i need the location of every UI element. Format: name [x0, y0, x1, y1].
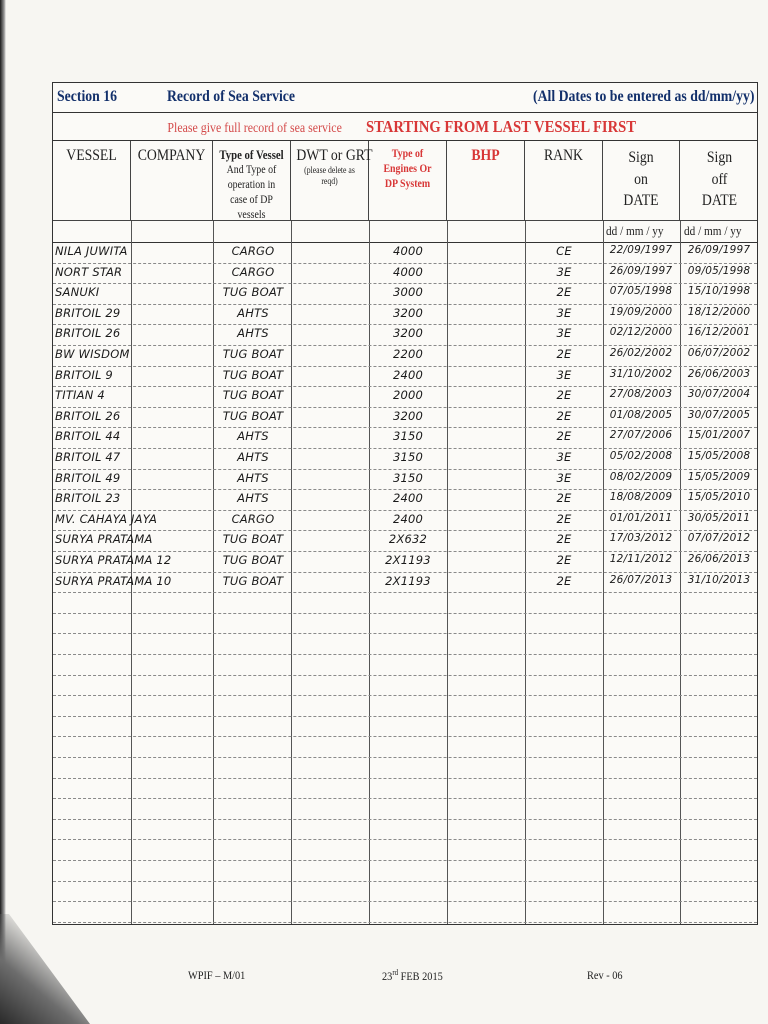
table-row: [53, 387, 757, 408]
engines-cell: 3150: [392, 470, 424, 485]
table-row: [53, 676, 757, 697]
vessel-name-cell: BRITOIL 26: [55, 326, 121, 341]
table-row: [53, 820, 757, 841]
rank-cell: 3E: [556, 470, 572, 485]
form-code: WPIF – M/01: [188, 968, 246, 982]
vessel-name-cell: SURYA PRATAMA: [55, 532, 153, 547]
date-format-note: (All Dates to be entered as dd/mm/yy): [533, 88, 755, 105]
vessel-type-cell: TUG BOAT: [222, 408, 284, 423]
rank-cell: 3E: [556, 326, 572, 341]
engines-cell: 4000: [392, 264, 424, 279]
vessel-type-cell: AHTS: [237, 491, 269, 506]
header-engines-label: Type of Engines Or DP System: [383, 148, 432, 190]
sea-service-form: [52, 82, 758, 925]
sign-on-date-cell: 17/03/2012: [609, 532, 673, 545]
engines-cell: 3200: [392, 408, 424, 423]
vessel-type-cell: AHTS: [237, 305, 269, 320]
revision-date: [382, 968, 443, 984]
sign-off-date-cell: 15/10/1998: [687, 285, 751, 298]
vessel-type-cell: CARGO: [231, 264, 275, 279]
vessel-type-cell: TUG BOAT: [222, 285, 284, 300]
table-row: [53, 470, 757, 491]
rank-cell: 2E: [556, 491, 572, 506]
section-number: Section 16: [57, 88, 118, 105]
revision-date-rest: FEB 2015: [398, 969, 443, 983]
form-title-row: [53, 83, 757, 113]
table-row: [53, 614, 757, 635]
sign-on-date-cell: 26/07/2013: [609, 573, 673, 586]
rank-cell: 2E: [556, 285, 572, 300]
sign-off-date-cell: 15/05/2010: [687, 491, 751, 504]
table-row: [53, 264, 757, 285]
vessel-type-cell: TUG BOAT: [222, 367, 284, 382]
sign-on-date-cell: 18/08/2009: [609, 491, 673, 504]
sign-off-format: dd / mm / yy: [684, 224, 742, 238]
rank-cell: 2E: [556, 532, 572, 547]
vessel-name-cell: MV. CAHAYA JAYA: [55, 511, 158, 526]
vessel-name-cell: BRITOIL 26: [55, 408, 121, 423]
sign-off-date-cell: 26/06/2003: [687, 367, 751, 380]
table-row: [53, 367, 757, 388]
header-sign-off: [680, 141, 759, 221]
revision-number: Rev - 06: [587, 968, 623, 982]
engines-cell: 2400: [392, 367, 424, 382]
vessel-name-cell: BRITOIL 49: [55, 470, 121, 485]
table-row: [53, 490, 757, 511]
rank-cell: 3E: [556, 264, 572, 279]
table-row: [53, 408, 757, 429]
header-engines: [369, 141, 447, 221]
rank-cell: CE: [556, 244, 572, 258]
rank-cell: 2E: [556, 553, 572, 567]
engines-cell: 2X1193: [385, 573, 431, 588]
sign-off-date-cell: 26/06/2013: [687, 553, 751, 565]
revision-date-suffix: rd: [392, 968, 399, 977]
header-rank-label: RANK: [544, 147, 583, 164]
sign-on-date-cell: 02/12/2000: [609, 326, 673, 339]
vessel-name-cell: TITIAN 4: [55, 388, 105, 403]
sign-on-date-cell: 12/11/2012: [609, 553, 673, 565]
sign-on-date-cell: 01/08/2005: [609, 408, 673, 421]
sign-off-date-cell: 15/05/2008: [687, 450, 751, 462]
header-rank: [525, 141, 603, 221]
table-row: [53, 737, 757, 758]
vessel-name-cell: BW WISDOM: [55, 347, 130, 361]
table-row: [53, 573, 757, 594]
table-row: [53, 243, 757, 264]
rank-cell: 2E: [556, 408, 572, 423]
vessel-name-cell: NILA JUWITA: [55, 244, 128, 258]
sign-off-date-cell: 30/07/2005: [687, 408, 751, 421]
header-company-label: COMPANY: [137, 147, 206, 164]
header-bhp-label: BHP: [471, 147, 500, 164]
header-dwt-sublabel: (please delete as reqd): [304, 164, 355, 187]
instruction-emphasis: STARTING FROM LAST VESSEL FIRST: [365, 117, 636, 136]
sign-on-date-cell: 27/08/2003: [609, 388, 673, 401]
vessel-type-cell: AHTS: [237, 450, 269, 464]
table-row: [53, 779, 757, 800]
vessel-name-cell: BRITOIL 23: [55, 491, 121, 506]
header-vessel-label: VESSEL: [66, 147, 117, 164]
vessel-type-cell: TUG BOAT: [222, 532, 284, 547]
sign-off-date-cell: 15/01/2007: [687, 429, 751, 442]
engines-cell: 3200: [392, 326, 424, 341]
sign-on-date-cell: 26/09/1997: [609, 264, 673, 277]
table-row: [53, 717, 757, 738]
sign-off-date-cell: 18/12/2000: [687, 305, 751, 318]
vessel-type-cell: CARGO: [231, 511, 275, 526]
engines-cell: 3200: [392, 305, 424, 320]
vessel-name-cell: BRITOIL 9: [55, 367, 113, 382]
rank-cell: 3E: [556, 367, 572, 382]
header-type-label: Type of Vessel: [219, 148, 284, 162]
rank-cell: 2E: [556, 347, 572, 361]
table-row: [53, 449, 757, 470]
header-type-sublabel: And Type of operation in case of DP vessels: [226, 164, 277, 222]
table-row: [53, 758, 757, 779]
sign-off-date-cell: 06/07/2002: [687, 347, 751, 359]
rank-cell: 2E: [556, 573, 572, 588]
table-row: [53, 840, 757, 861]
table-row: [53, 305, 757, 326]
header-sign-off-label: Sign off DATE: [701, 149, 738, 210]
vessel-name-cell: SURYA PRATAMA 12: [55, 553, 172, 567]
table-row: [53, 882, 757, 903]
engines-cell: 4000: [392, 244, 424, 258]
sign-on-date-cell: 05/02/2008: [609, 450, 673, 462]
table-row: [53, 552, 757, 573]
date-format-row: [53, 221, 757, 243]
rank-cell: 2E: [556, 511, 572, 526]
sign-on-date-cell: 07/05/1998: [609, 285, 673, 298]
sign-off-date-cell: 15/05/2009: [687, 470, 751, 483]
engines-cell: 2400: [392, 491, 424, 506]
table-row: [53, 902, 757, 923]
engines-cell: 2200: [392, 347, 424, 361]
table-row: [53, 634, 757, 655]
table-row: [53, 799, 757, 820]
sign-on-date-cell: 27/07/2006: [609, 429, 673, 442]
engines-cell: 3000: [392, 285, 424, 300]
sign-off-date-cell: 09/05/1998: [687, 264, 751, 277]
vessel-name-cell: BRITOIL 44: [55, 429, 121, 444]
table-row: [53, 428, 757, 449]
sign-off-date-cell: 07/07/2012: [687, 532, 751, 545]
vessel-type-cell: AHTS: [237, 429, 269, 444]
table-row: [53, 861, 757, 882]
engines-cell: 2X1193: [385, 553, 431, 567]
table-row: [53, 593, 757, 614]
header-sign-on-label: Sign on DATE: [623, 149, 659, 210]
table-row: [53, 696, 757, 717]
table-row: [53, 655, 757, 676]
vessel-type-cell: CARGO: [231, 244, 275, 258]
instruction-text: Please give full record of sea service: [167, 121, 343, 136]
table-row: [53, 511, 757, 532]
sign-off-date-cell: 30/05/2011: [687, 511, 751, 524]
sign-off-date-cell: 26/09/1997: [687, 244, 751, 256]
sign-on-date-cell: 22/09/1997: [609, 244, 673, 256]
table-row: [53, 531, 757, 552]
sign-on-date-cell: 01/01/2011: [609, 511, 673, 524]
vessel-type-cell: TUG BOAT: [222, 573, 284, 588]
header-bhp: [447, 141, 525, 221]
sign-off-date-cell: 16/12/2001: [687, 326, 751, 339]
sign-on-date-cell: 08/02/2009: [609, 470, 673, 483]
sign-off-date-cell: 31/10/2013: [687, 573, 751, 586]
page-edge-shadow: [0, 0, 6, 1024]
vessel-type-cell: TUG BOAT: [222, 388, 284, 403]
rank-cell: 2E: [556, 388, 572, 403]
vessel-type-cell: AHTS: [237, 470, 269, 485]
vessel-type-cell: AHTS: [237, 326, 269, 341]
sign-on-date-cell: 19/09/2000: [609, 305, 673, 318]
header-vessel: [53, 141, 131, 221]
header-type-of-vessel: [213, 141, 291, 221]
rank-cell: 3E: [556, 450, 572, 464]
sign-on-date-cell: 26/02/2002: [609, 347, 673, 359]
vessel-name-cell: BRITOIL 29: [55, 305, 121, 320]
header-dwt-grt: [291, 141, 373, 221]
vessel-name-cell: BRITOIL 47: [55, 450, 121, 464]
table-row: [53, 284, 757, 305]
sign-off-date-cell: 30/07/2004: [687, 388, 751, 401]
sign-on-format: dd / mm / yy: [606, 224, 664, 238]
vessel-type-cell: TUG BOAT: [222, 347, 284, 361]
table-row: [53, 325, 757, 346]
vessel-type-cell: TUG BOAT: [222, 553, 284, 567]
instruction-row: [53, 113, 757, 141]
revision-date-day: 23: [382, 969, 393, 983]
header-dwt-label: DWT or GRT: [296, 147, 373, 164]
vessel-name-cell: NORT STAR: [55, 264, 123, 279]
engines-cell: 3150: [392, 429, 424, 444]
rank-cell: 3E: [556, 305, 572, 320]
header-sign-on: [603, 141, 680, 221]
header-company: [131, 141, 213, 221]
vessel-name-cell: SURYA PRATAMA 10: [55, 573, 172, 588]
page-corner-shadow: [0, 914, 90, 1024]
engines-cell: 3150: [392, 450, 424, 464]
engines-cell: 2400: [392, 511, 424, 526]
table-row: [53, 346, 757, 367]
engines-cell: 2X632: [388, 532, 428, 547]
engines-cell: 2000: [392, 388, 424, 403]
vessel-name-cell: SANUKI: [55, 285, 100, 300]
sign-on-date-cell: 31/10/2002: [609, 367, 673, 380]
form-title: Record of Sea Service: [167, 88, 296, 105]
rank-cell: 2E: [556, 429, 572, 444]
